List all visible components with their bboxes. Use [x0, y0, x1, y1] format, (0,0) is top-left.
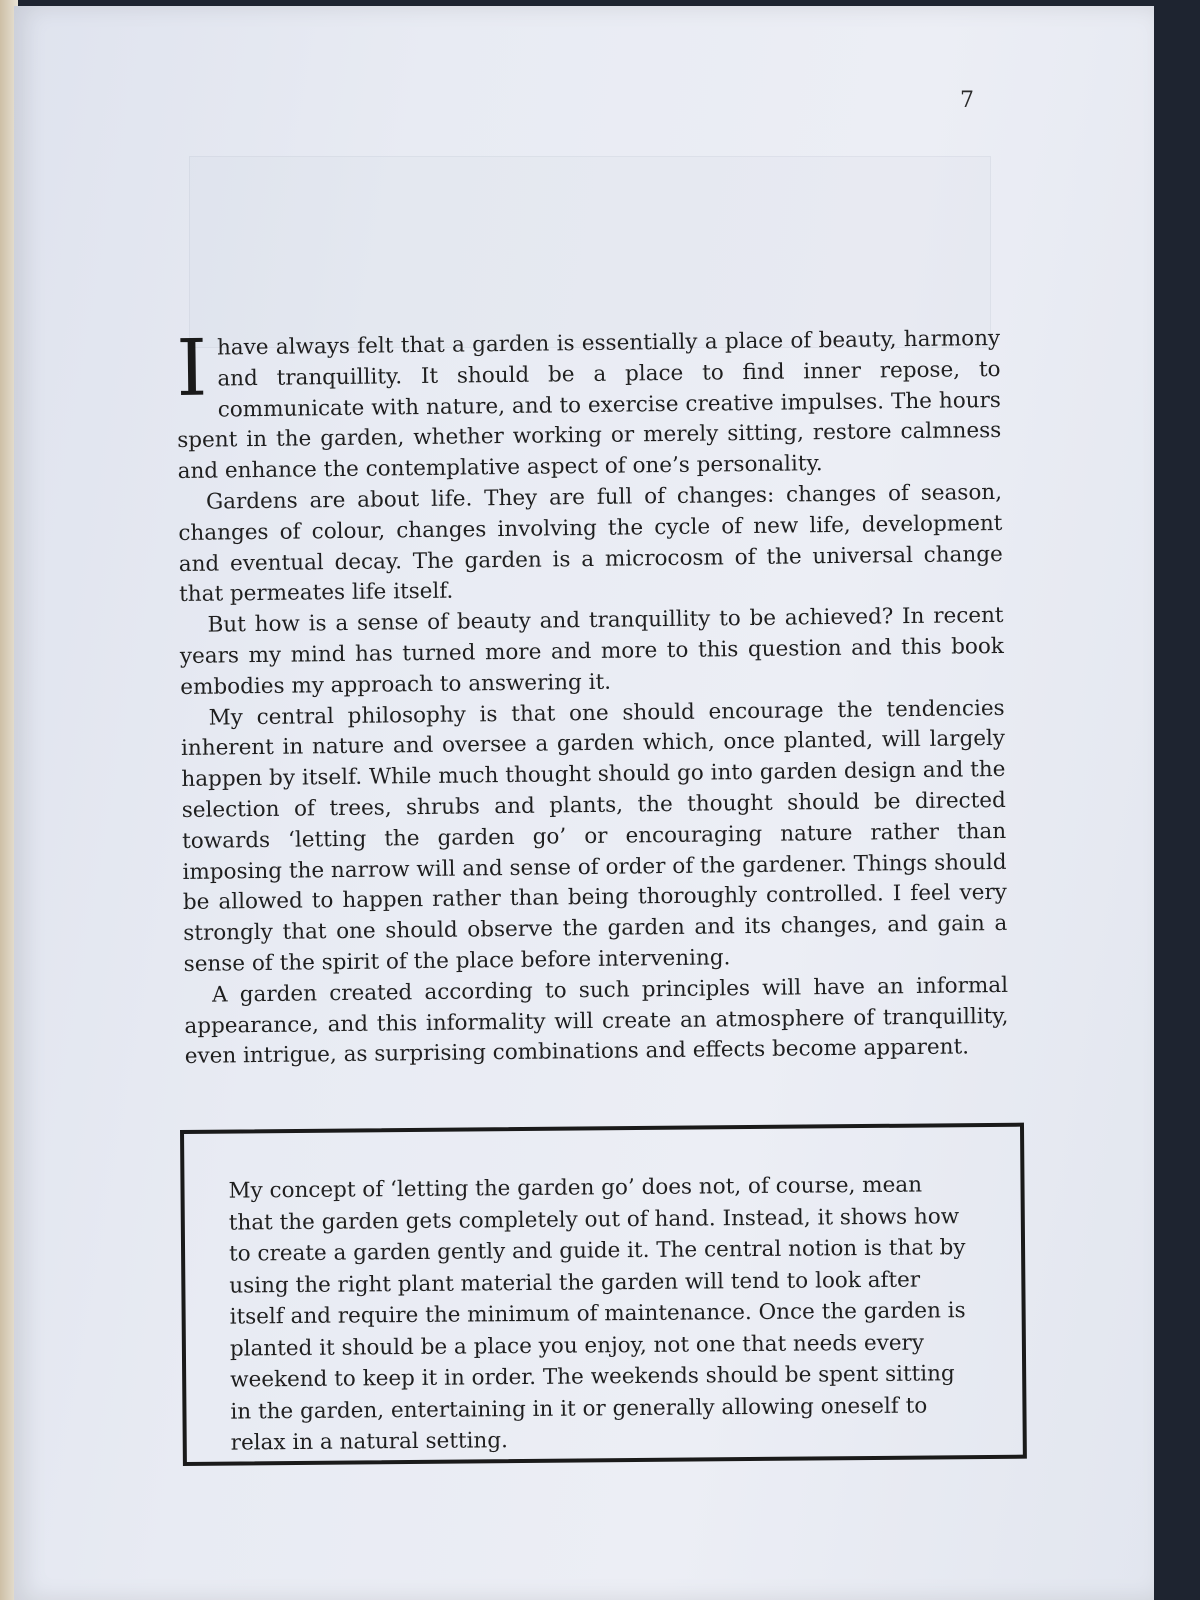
- drop-cap: I: [175, 323, 208, 414]
- boxed-note: [180, 1123, 1027, 1466]
- paragraph-4: My central philosophy is that one should encourage the tendencies inherent in nature and oversee a garden which, once planted, will largely happen by itself. While much thought should go into garden design and the selection of trees, shrubs and plants, the thought should be directed towards ‘letting the garden go’ or encouraging nature rather than imposing the narrow will and sense of order of the gardener. Things should be allowed to happen rather than being thoroughly controlled. I feel very strongly that one should observe the garden and its changes, and gain a sense of the spirit of the place before intervening.: [180, 695, 1008, 977]
- paragraph-2: Gardens are about life. They are full of changes: changes of season, changes of colour, changes involving the cycle of new life, development and eventual decay. The garden is a microcosm of the universal change that permeates life itself.: [178, 479, 1003, 608]
- page-number: 7: [960, 88, 974, 113]
- body-text: [176, 324, 1009, 1073]
- show-through-from-reverse: [189, 156, 991, 348]
- paragraph-3: But how is a sense of beauty and tranquillity to be achieved? In recent years my mind has turned more and more to this question and this book embodies my approach to answering it.: [179, 603, 1005, 700]
- paragraph-1-text: have always felt that a garden is essentially a place of beauty, harmony and tranquillity. It should be a place to find inner repose, to communicate with nature, and to exercise creative impulses. The hours spent in the garden, whether working or merely sitting, restore calmness and enhance the contemplative aspect of one’s personality.: [177, 325, 1002, 485]
- paragraph-5: A garden created according to such principles will have an informal appearance, and this informality will create an atmosphere of tranquillity, even intrigue, as surprising combinations and effects become apparent.: [184, 972, 1009, 1070]
- paragraph-1: [176, 324, 1002, 488]
- boxed-note-text: My concept of ‘letting the garden go’ does not, of course, mean that the garden gets completely out of hand. Instead, it shows how to create a garden gently and guide it. The central notion is that by using the right plant material the garden will tend to look after itself and require the minimum of maintenance. Once the garden is planted it should be a place you enjoy, not one that needs every weekend to keep it in order. The weekends should be spent sitting in the garden, entertaining in it or generally allowing oneself to relax in a natural setting.: [228, 1172, 966, 1456]
